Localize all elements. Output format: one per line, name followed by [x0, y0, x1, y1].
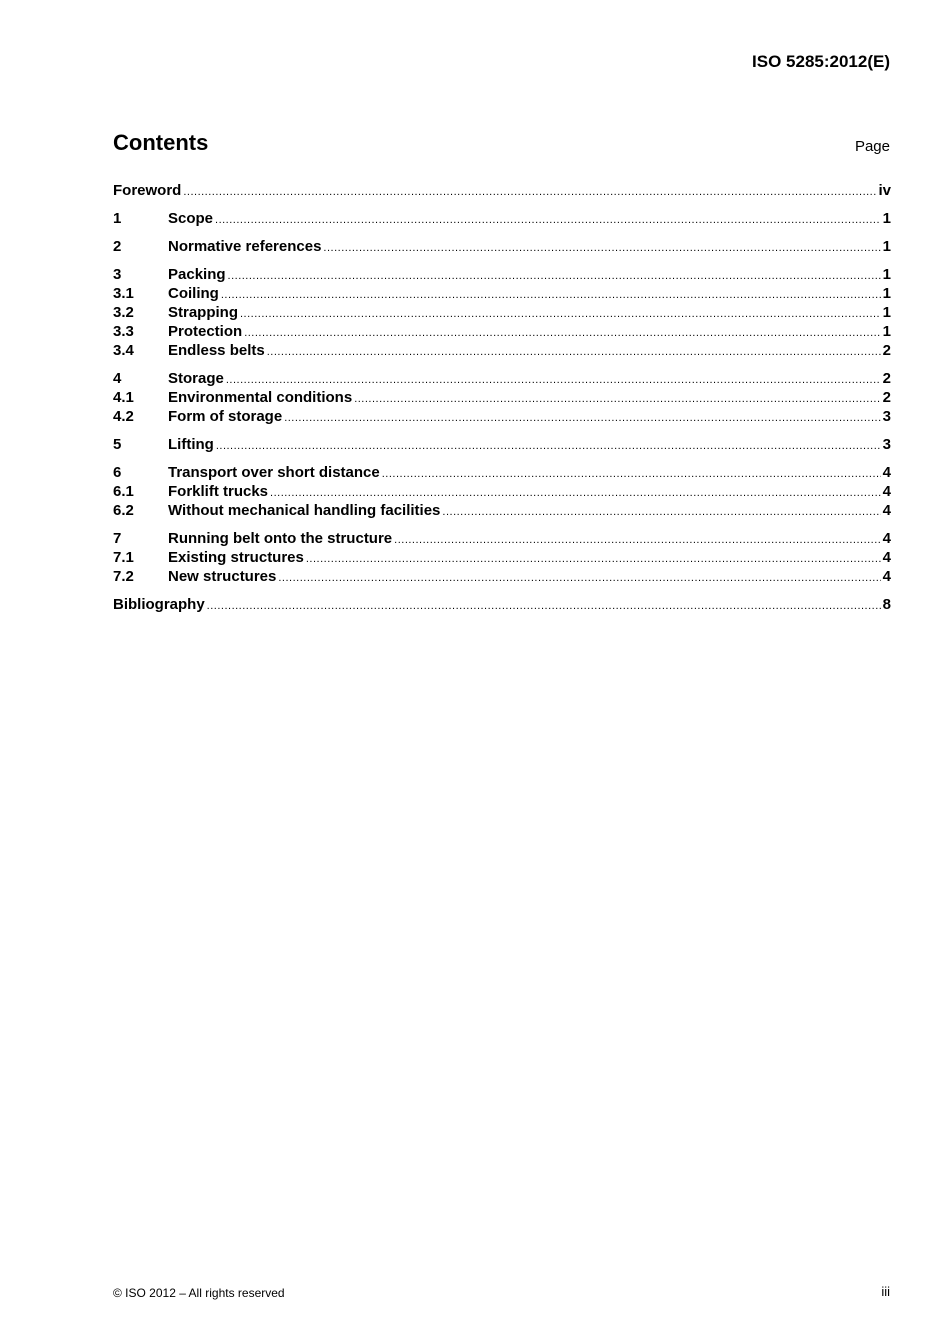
toc-entry-number: 3.1	[113, 285, 134, 302]
toc-entry[interactable]	[113, 209, 891, 228]
toc-entry-title: Endless belts	[168, 342, 265, 359]
toc-entry-number: 4.1	[113, 389, 134, 406]
toc-entry-page: 2	[882, 389, 891, 406]
dot-leader	[228, 267, 881, 286]
toc-entry-number: 4.2	[113, 408, 134, 425]
toc-entry-page: 4	[882, 530, 891, 547]
dot-leader	[354, 390, 880, 409]
toc-entry[interactable]	[113, 463, 891, 482]
toc-entry-title: Packing	[168, 266, 226, 283]
toc-entry[interactable]	[113, 303, 891, 322]
toc-entry-number: 3.2	[113, 304, 134, 321]
toc-entry[interactable]	[113, 407, 891, 426]
table-of-contents	[113, 181, 891, 614]
toc-entry-number: 6	[113, 464, 122, 481]
toc-entry-title: Scope	[168, 210, 214, 227]
toc-entry-page: 1	[882, 323, 891, 340]
toc-entry-number: 7.1	[113, 549, 134, 566]
toc-entry-page: 4	[882, 464, 891, 481]
toc-entry[interactable]	[113, 529, 891, 548]
toc-entry-number: 1	[113, 210, 122, 227]
toc-entry[interactable]	[113, 482, 891, 501]
toc-entry-number: 3.4	[113, 342, 134, 359]
dot-leader	[207, 597, 881, 616]
toc-entry[interactable]	[113, 369, 891, 388]
toc-entry-title: Running belt onto the structure	[168, 530, 393, 547]
dot-leader	[240, 305, 881, 324]
toc-entry-title: Transport over short distance	[168, 464, 380, 481]
toc-entry-title: Without mechanical handling facilities	[168, 502, 441, 519]
toc-entry-page: 8	[882, 596, 891, 613]
toc-entry[interactable]	[113, 435, 891, 454]
toc-entry-number: 7.2	[113, 568, 134, 585]
toc-entry[interactable]	[113, 567, 891, 586]
toc-entry-number: 2	[113, 238, 122, 255]
toc-entry-page: 4	[882, 549, 891, 566]
toc-entry[interactable]	[113, 388, 891, 407]
document-id: ISO 5285:2012(E)	[752, 52, 890, 71]
toc-entry-page: 1	[882, 266, 891, 283]
toc-entry-number: 3	[113, 266, 122, 283]
toc-entry-page: 1	[882, 285, 891, 302]
contents-heading: Contents	[113, 130, 209, 155]
toc-entry[interactable]	[113, 341, 891, 360]
toc-entry-page: iv	[878, 182, 891, 199]
toc-entry-title: Protection	[168, 323, 243, 340]
toc-entry[interactable]	[113, 237, 891, 256]
toc-entry[interactable]	[113, 548, 891, 567]
dot-leader	[323, 239, 880, 258]
toc-entry[interactable]	[113, 265, 891, 284]
toc-entry-number: 4	[113, 370, 122, 387]
toc-entry-title: Normative references	[168, 238, 322, 255]
toc-entry[interactable]	[113, 595, 891, 614]
toc-entry-page: 2	[882, 370, 891, 387]
toc-entry-title: Existing structures	[168, 549, 304, 566]
toc-entry-title: New structures	[168, 568, 277, 585]
toc-entry-page: 3	[882, 436, 891, 453]
dot-leader	[278, 569, 880, 588]
dot-leader	[221, 286, 881, 305]
toc-entry[interactable]	[113, 501, 891, 520]
dot-leader	[284, 409, 880, 428]
toc-entry-number: 5	[113, 436, 122, 453]
toc-entry-number: 6.1	[113, 483, 134, 500]
footer-copyright: © ISO 2012 – All rights reserved	[113, 1286, 285, 1300]
toc-entry[interactable]	[113, 181, 891, 200]
toc-entry-title: Bibliography	[113, 596, 205, 613]
toc-entry-page: 1	[882, 304, 891, 321]
toc-entry-page: 4	[882, 568, 891, 585]
dot-leader	[244, 324, 880, 343]
toc-entry-number: 3.3	[113, 323, 134, 340]
toc-entry-title: Strapping	[168, 304, 238, 321]
dot-leader	[215, 211, 881, 230]
toc-entry-number: 6.2	[113, 502, 134, 519]
toc-entry-title: Lifting	[168, 436, 214, 453]
dot-leader	[267, 343, 881, 362]
dot-leader	[442, 503, 880, 522]
footer-page-number: iii	[881, 1284, 890, 1299]
dot-leader	[394, 531, 881, 550]
toc-entry-page: 4	[882, 502, 891, 519]
toc-entry[interactable]	[113, 284, 891, 303]
toc-entry[interactable]	[113, 322, 891, 341]
toc-entry-page: 1	[882, 238, 891, 255]
dot-leader	[306, 550, 881, 569]
toc-entry-page: 3	[882, 408, 891, 425]
toc-entry-page: 1	[882, 210, 891, 227]
toc-entry-title: Storage	[168, 370, 224, 387]
toc-entry-title: Form of storage	[168, 408, 283, 425]
toc-entry-title: Environmental conditions	[168, 389, 353, 406]
dot-leader	[216, 437, 881, 456]
toc-entry-page: 4	[882, 483, 891, 500]
toc-entry-number: 7	[113, 530, 122, 547]
toc-entry-title: Foreword	[113, 182, 182, 199]
dot-leader	[183, 183, 876, 202]
toc-entry-page: 2	[882, 342, 891, 359]
toc-entry-title: Coiling	[168, 285, 219, 302]
dot-leader	[382, 465, 881, 484]
page-column-label: Page	[854, 138, 890, 155]
toc-entry-title: Forklift trucks	[168, 483, 269, 500]
